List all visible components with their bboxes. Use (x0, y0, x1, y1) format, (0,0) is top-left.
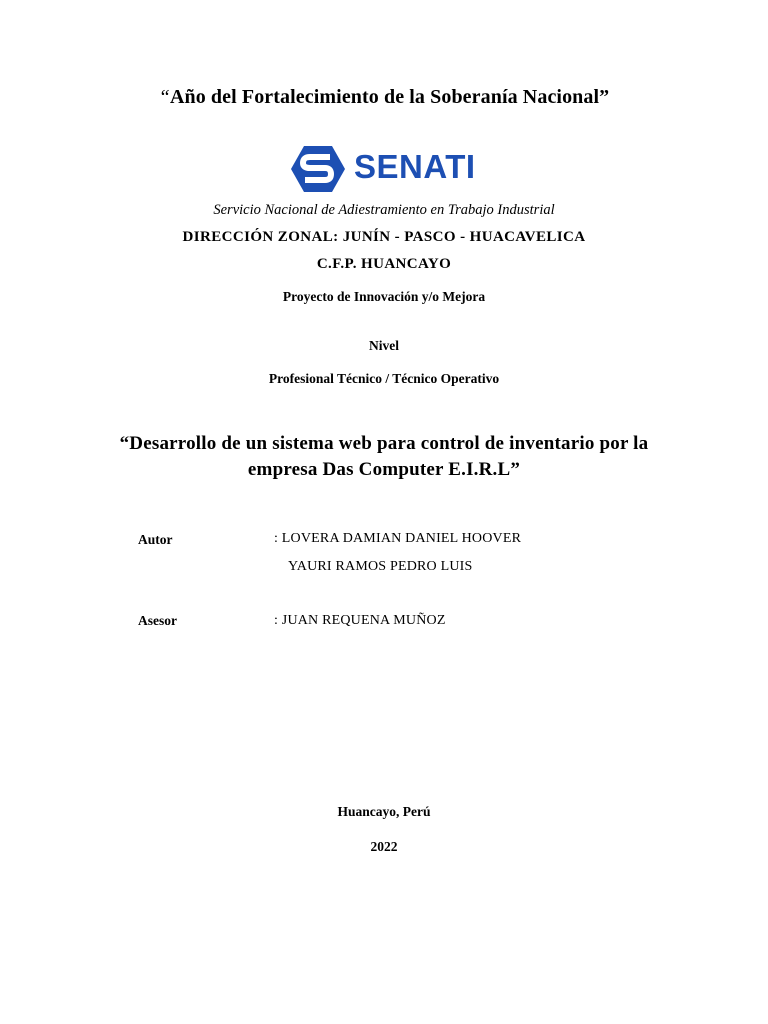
cfp-center: C.F.P. HUANCAYO (316, 256, 452, 272)
thesis-title-line-2: empresa Das Computer E.I.R.L” (247, 459, 521, 480)
project-type: Proyecto de Innovación y/o Mejora (282, 289, 486, 304)
year: 2022 (370, 839, 398, 854)
senati-logo-icon (290, 145, 346, 193)
year-title-text: Año del Fortalecimiento de la Soberanía Nacional (169, 86, 600, 108)
year-title-close-quote: ” (599, 86, 610, 108)
place: Huancayo, Perú (337, 804, 431, 819)
nivel-value: Profesional Técnico / Técnico Operativo (268, 371, 500, 386)
year-title-open-quote: “ (158, 86, 170, 108)
autor-name-2: YAURI RAMOS PEDRO LUIS (288, 559, 473, 574)
year-title (0, 86, 768, 109)
zonal-direction: DIRECCIÓN ZONAL: JUNÍN - PASCO - HUACAVELICA (182, 229, 586, 245)
institution-full-name: Servicio Nacional de Adiestramiento en Trabajo Industrial (213, 202, 555, 218)
asesor-label: Asesor (138, 613, 177, 628)
nivel-label: Nivel (369, 338, 399, 353)
senati-logo (290, 143, 510, 195)
thesis-title-line-1: “Desarrollo de un sistema web para control de inventario por la (119, 433, 649, 454)
autor-name-1: : LOVERA DAMIAN DANIEL HOOVER (274, 531, 522, 546)
logo-text: SENATI (354, 148, 476, 185)
asesor-name: : JUAN REQUENA MUÑOZ (274, 613, 446, 628)
autor-label: Autor (138, 532, 173, 547)
